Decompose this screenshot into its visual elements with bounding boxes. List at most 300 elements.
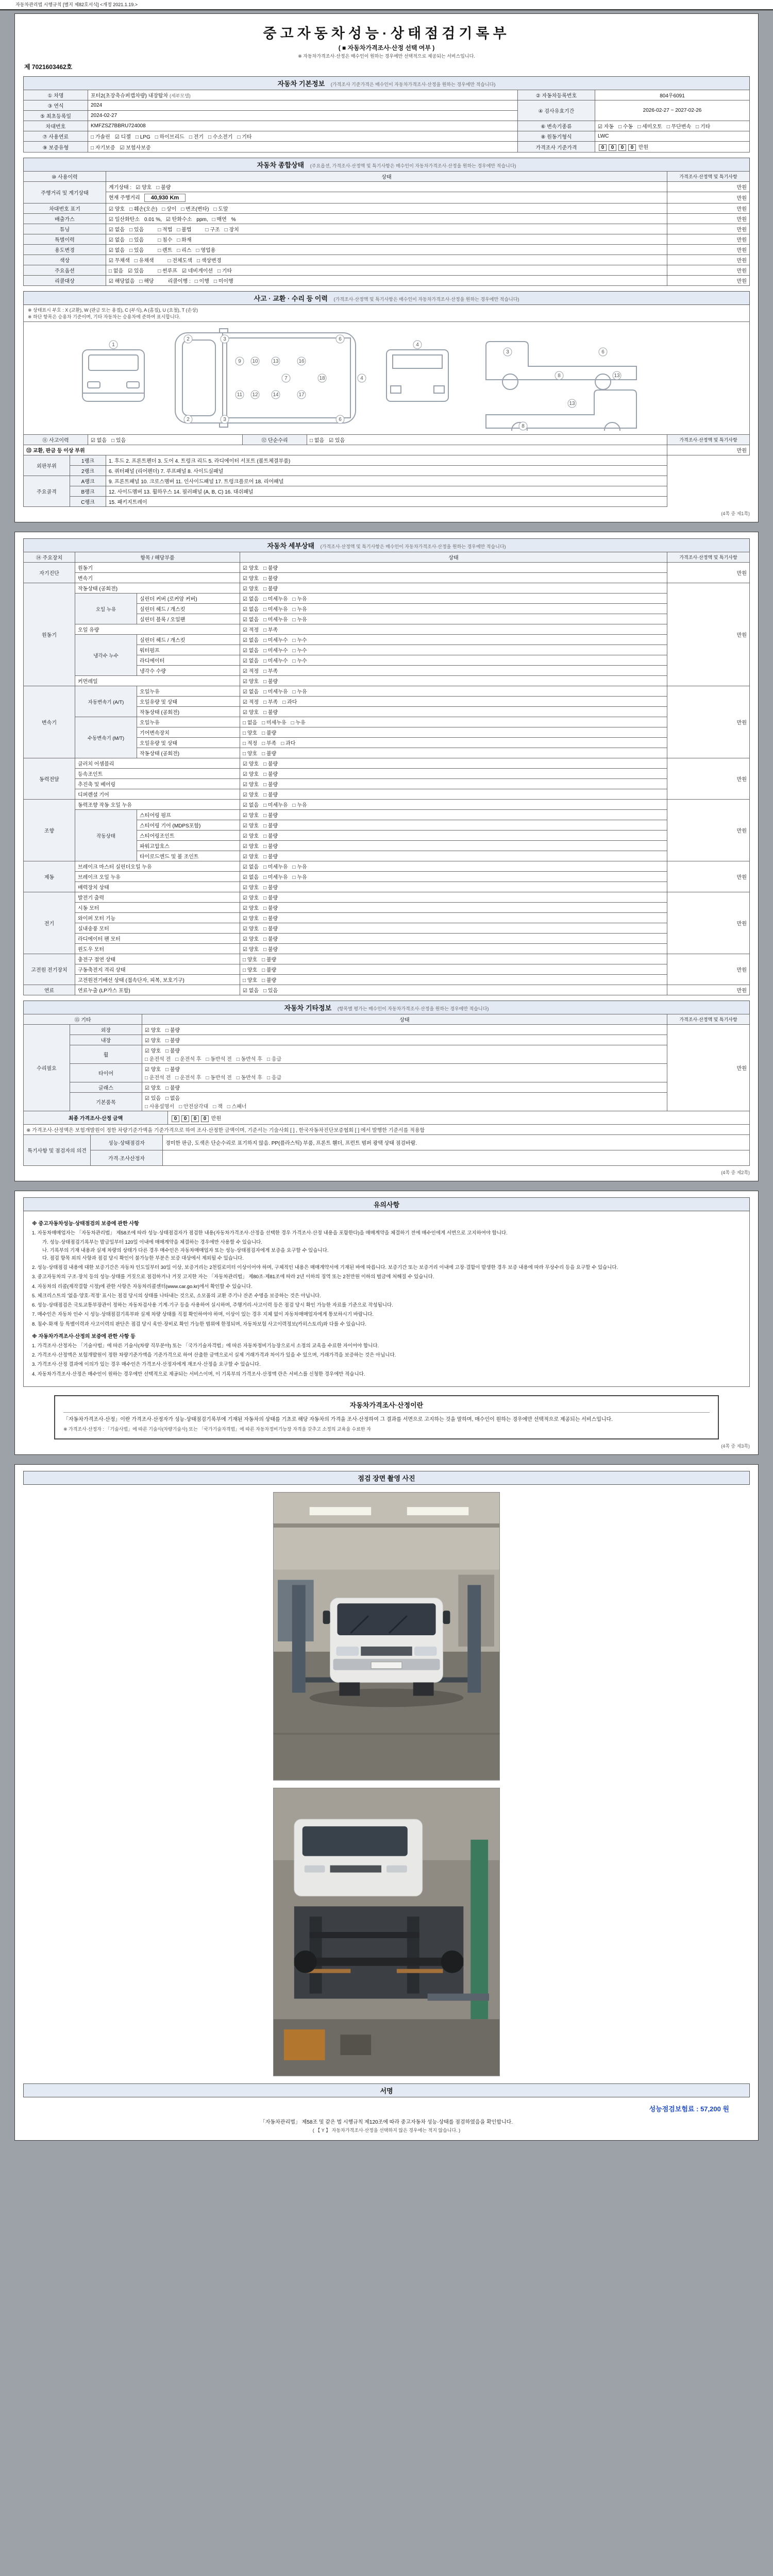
svg-text:18: 18 [319,376,325,381]
notice-item: 2. 성능·상태점검 내용에 대한 보증기간은 자동차 인도일부터 30일 이상, 보증거리는 2천킬로미터 이상이어야 하며, 구체적인 내용은 매매계약서에 기재된 바에 따릅니다. 보증기간 또는 보증거리 이내에 고장·결함이 발생한 경우 보증 내용에 따라 무상수리 등을 요구할 수 있습니다. [32,1265,618,1270]
price-digit-box: 0 [181,1115,189,1122]
mileage-value-box: 40,930 Km [144,194,186,202]
state-cell [106,245,667,255]
state-cell [240,913,667,923]
document-subtitle-note: ※ 자동차가격조사·산정은 매수인이 원하는 경우에만 선택적으로 제공되는 서비스입니다. [298,54,475,59]
checkbox-option[interactable]: ☑ 양호 [243,679,259,685]
checkbox-option[interactable]: □ 동반석 전 [206,1075,232,1081]
svg-text:13: 13 [569,401,575,406]
svg-text:10: 10 [252,359,258,364]
checkbox-option[interactable]: □ 불량 [263,854,278,860]
notice-item: 5. 체크리스트의 '없음·양호·적정' 표시는 점검 당시의 상태를 나타내는 것으로, 소모품의 교환 주기나 잔존 수명을 보증하는 것은 아닙니다. [32,1293,321,1299]
rank-row [24,486,750,497]
state-cell [240,635,667,645]
opinion-inspector-label: 성능·상태점검자 [91,1135,163,1150]
checkbox-option[interactable]: □ 불량 [263,566,278,571]
state-cell [240,820,667,831]
checkbox-option[interactable]: □ 영업용 [196,248,216,253]
checkbox-option[interactable]: ☑ 있음 [128,268,144,274]
checkbox-option[interactable]: □ 부족 [263,669,278,674]
checkbox-option[interactable]: ☑ 양호 [243,813,259,819]
checkbox-option[interactable]: □ 동반석 전 [206,1057,232,1062]
state-cell [240,882,667,892]
section-comprehensive-note: (주요옵션, 가격조사·산정액 및 특기사항은 매수인이 자동차가격조사·산정을 원하는 경우에만 적습니다) [310,163,516,168]
checkbox-option[interactable]: □ 불량 [263,885,278,891]
checkbox-option[interactable]: ☑ 일산화탄소 [109,217,140,223]
checkbox-option[interactable]: □ 누유 [292,617,307,623]
basic-info-table [23,90,750,152]
price-cell: 만원 [667,758,750,800]
state-cell [240,604,667,614]
price-cell: 만원 [667,276,750,286]
checkbox-option[interactable]: ☑ 없음 [243,803,259,808]
item-label: 작동상태 (공회전) [137,707,240,717]
checkbox-option[interactable]: □ 있음 [129,227,144,233]
checkbox-option[interactable]: ☑ 양호 [145,1038,161,1044]
transmission-label: ⑥ 변속기종류 [518,121,595,131]
comprehensive-row [24,214,750,224]
checkbox-option[interactable]: ☑ 탄화수소 [165,217,192,223]
checkbox-option[interactable]: □ LPG [135,134,150,140]
misc-row [24,1064,750,1082]
checkbox-option[interactable]: ☑ 있음 [145,1096,161,1101]
misc-header-row [24,1014,750,1025]
checkbox-option[interactable]: □ 운전석 후 [175,1075,201,1081]
state-cell [240,841,667,851]
notices-body [23,1211,750,1387]
checkbox-option[interactable]: □ 불량 [165,1048,180,1054]
checkbox-option[interactable]: ☑ 양호 [145,1086,161,1091]
checkbox-option[interactable]: ☑ 없음 [243,658,259,664]
checkbox-option[interactable]: □ 불량 [263,761,278,767]
checkbox-option[interactable]: □ 불량 [262,957,277,963]
checkbox-option[interactable]: □ 해당 [139,279,154,284]
checkbox-option[interactable]: □ 전체도색 [167,258,193,264]
checkbox-option[interactable]: □ 누수 [292,648,307,654]
checkbox-option[interactable]: □ 불량 [263,586,278,592]
state-cell [240,861,667,872]
checkbox-option[interactable]: □ 변조(변타) [181,207,209,212]
item-label: 와이퍼 모터 기능 [75,913,240,923]
misc-item-label: 외장 [70,1025,142,1035]
state-cell [240,573,667,583]
checkbox-option[interactable]: □ 색상변경 [197,258,222,264]
checkbox-option[interactable]: ☑ 있음 [329,438,345,444]
outer-panel-label: 외판부위 [24,455,70,476]
checkbox-option[interactable]: ☑ 양호 [243,566,259,571]
detail-row [24,964,750,975]
notice-item: 6. 성능·상태점검은 국토교통부장관이 정하는 자동차검사용 기계·기구 등을 사용하여 실시하며, 주행거리·사고이력 등은 점검 당시 확인 가능한 자료를 기준으로 작성됩니다. [32,1302,393,1308]
checkbox-option[interactable]: □ 불량 [263,792,278,798]
comprehensive-row [24,234,750,245]
checkbox-option[interactable]: □ 전기 [189,134,204,140]
checkbox-option[interactable]: □ 불량 [262,731,277,736]
checkbox-option[interactable]: □ 불량 [263,895,278,901]
checkbox-option[interactable]: □ 불량 [165,1086,180,1091]
section-accident-title: 사고 · 교환 · 수리 등 이력 [254,295,328,302]
checkbox-option[interactable]: ☑ 양호 [145,1067,161,1073]
checkbox-option[interactable]: ☑ 양호 [243,761,259,767]
item-label: 스티어링 기어 (MDPS포함) [137,820,240,831]
checkbox-option[interactable]: □ 있음 [111,438,126,444]
checkbox-option[interactable]: □ 불량 [262,968,277,973]
state-cell [240,923,667,934]
checkbox-option[interactable]: □ 미세누유 [263,803,288,808]
checkbox-option[interactable]: ☑ 양호 [243,947,259,953]
checkbox-option[interactable]: □ 적법 [158,227,173,233]
checkbox-option[interactable]: □ 있음 [263,988,278,994]
basic-row-name [24,90,750,100]
checkbox-option[interactable]: □ 가솔린 [91,134,110,140]
reg-no-label: ② 자동차등록번호 [518,90,595,100]
checkbox-option[interactable]: □ 누유 [292,875,307,880]
checkbox-option[interactable]: □ 미세누유 [263,865,288,870]
checkbox-option[interactable]: □ 미세누유 [263,689,288,695]
checkbox-option[interactable]: ☑ 양호 [243,926,259,932]
checkbox-option[interactable]: □ 사용설명서 [145,1104,175,1110]
item-label: 브레이크 마스터 실린더오일 누유 [75,861,240,872]
device-name: 변속기 [24,686,75,758]
comprehensive-header-row [24,172,750,182]
checkbox-option[interactable]: ☑ 양호 [243,937,259,942]
checkbox-option[interactable]: □ 렌트 [158,248,173,253]
base-price-unit: 만원 [638,145,649,150]
state-cell [106,276,667,286]
checkbox-option[interactable]: ☑ 양호 [243,586,259,592]
checkbox-option[interactable]: □ 유채색 [134,258,154,264]
checkbox-option[interactable]: □ 미세누수 [263,648,288,654]
checkbox-option[interactable]: ☑ 없음 [243,988,259,994]
checkbox-option[interactable]: ☑ 양호 [243,844,259,850]
checkbox-option[interactable]: □ 불량 [263,926,278,932]
checkbox-option[interactable]: □ 미세누유 [263,607,288,613]
checkbox-option[interactable]: □ 장치 [224,227,239,233]
checkbox-option[interactable]: ☑ 양호 [145,1028,161,1033]
checkbox-option[interactable]: □ 수소전기 [208,134,233,140]
notice-sub-item: 나. 기록부의 기재 내용과 실제 차량의 상태가 다른 경우 매수인은 자동차매매업자 또는 성능·상태점검자에게 보증을 요구할 수 있습니다. [42,1247,329,1253]
checkbox-option[interactable]: □ 누유 [292,689,307,695]
price-cell: 만원 [667,583,750,686]
checkbox-option[interactable]: ☑ 적정 [243,628,259,633]
checkbox-option[interactable]: ☑ 양호 [243,782,259,788]
checkbox-option[interactable]: □ 상이 [162,207,177,212]
checkbox-option[interactable]: □ 불법 [177,227,192,233]
checkbox-option[interactable]: □ 미세누유 [262,720,287,726]
state-cell [240,563,667,573]
checkbox-option[interactable]: ☑ 양호 [243,576,259,582]
checkbox-option[interactable]: ☑ 없음 [243,875,259,880]
checkbox-option[interactable]: ☑ 없음 [109,227,125,233]
section-basic-band [23,76,750,90]
checkbox-option[interactable]: □ 불량 [263,937,278,942]
checkbox-option[interactable]: □ 있음 [129,238,144,243]
checkbox-option[interactable]: □ 불량 [263,844,278,850]
rank-label: B랭크 [70,486,106,497]
item-label: 실린더 커버 (로커암 커버) [137,594,240,604]
checkbox-option[interactable]: □ 부족 [263,628,278,633]
vehicle-name-value: 포터2(초장축슈퍼캡차량) 내장탑차 [91,93,169,99]
state-cell [106,265,667,276]
subgroup-label: 작동상태 [75,810,137,861]
checkbox-option[interactable]: ☑ 양호 [243,792,259,798]
col-price: 가격조사·산정액 및 특기사항 [667,552,750,563]
comprehensive-row [24,204,750,214]
checkbox-option[interactable]: □ 없음 [243,720,258,726]
checkbox-option[interactable]: □ 없음 [165,1096,180,1101]
checkbox-option[interactable]: ☑ 없음 [243,689,259,695]
state-cell [240,717,667,727]
item-label: 추진축 및 베어링 [75,779,240,789]
price-cell: 만원 [667,234,750,245]
price-cell: 만원 [667,563,750,583]
price-cell: 만원 [667,224,750,234]
checkbox-option[interactable]: □ 안전삼각대 [179,1104,209,1110]
checkbox-option[interactable]: ☑ 없음 [243,638,259,643]
checkbox-option[interactable]: □ 과다 [282,700,297,705]
price-digit-box: 0 [599,144,607,151]
checkbox-option[interactable]: ☑ 양호 [243,906,259,911]
checkbox-option[interactable]: □ 양호 [243,751,258,757]
checkbox-option[interactable]: □ 하이브리드 [155,134,184,140]
checkbox-option[interactable]: ☑ 네비게이션 [182,268,213,274]
svg-text:3: 3 [223,336,226,342]
misc-row [24,1082,750,1093]
checkbox-option[interactable]: ☑ 없음 [243,607,259,613]
item-label: 커먼레일 [75,676,240,686]
checkbox-option[interactable]: ☑ 디젤 [114,134,131,140]
fuel-options [88,131,518,142]
notice-item: 7. 매수인은 자동차 인수 시 성능·상태점검기록부와 실제 차량 상태를 직접 확인하여야 하며, 이상이 있는 경우 지체 없이 자동차매매업자에게 통보하시기 바랍니다. [32,1312,374,1318]
checkbox-option[interactable]: □ 수동 [618,124,633,130]
svg-text:11: 11 [237,392,243,398]
checkbox-option[interactable]: □ 침수 [158,238,173,243]
checkbox-option[interactable]: □ 리스 [177,248,192,253]
opinion-inspector-text: 경미한 판금, 도색은 단순수리로 표기하지 않음. PP(플라스틱) 부품, 프론트 휀더, 프런트 범퍼 광택 상태 점검바람. [163,1135,750,1150]
checkbox-option[interactable]: □ 스패너 [227,1104,247,1110]
checkbox-option[interactable]: ☑ 없음 [91,438,107,444]
item-label: 원동기 [75,563,240,573]
checkbox-option[interactable]: □ 훼손(오손) [129,207,158,212]
checkbox-option[interactable]: □ 불량 [263,947,278,953]
checkbox-option[interactable]: □ 누유 [292,865,307,870]
checkbox-option[interactable]: □ 불량 [263,834,278,839]
checkbox-option[interactable]: □ 미세누수 [263,638,288,643]
rank-rows-body [24,455,750,507]
checkbox-option[interactable]: □ 매연 [212,217,227,223]
checkbox-option[interactable]: □ 미세누유 [263,617,288,623]
checkbox-option[interactable]: □ 누유 [291,720,306,726]
checkbox-option[interactable]: □ 양호 [243,978,258,984]
checkbox-option[interactable]: □ 불량 [156,185,171,191]
checkbox-option[interactable]: ☑ 없음 [109,238,125,243]
signature-statement: 「자동차관리법」 제58조 및 같은 법 시행규칙 제120조에 따라 중고자동차 성능·상태를 점검하였음을 확인합니다. [260,2119,513,2125]
checkbox-option[interactable]: □ 누유 [292,607,307,613]
svg-text:16: 16 [298,359,305,364]
misc-row [24,1035,750,1045]
checkbox-option[interactable]: ☑ 무채색 [109,258,130,264]
accident-legend [23,305,750,322]
checkbox-option[interactable]: □ 양호 [243,957,258,963]
checkbox-option[interactable]: ☑ 양호 [243,823,259,829]
checkbox-option[interactable]: ☑ 양호 [243,916,259,922]
first-reg-value: 2024-02-27 [88,111,518,121]
checkbox-option[interactable]: □ 미세누수 [263,658,288,664]
detail-row [24,789,750,800]
checkbox-option[interactable]: ☑ 양호 [243,772,259,777]
misc-row [24,1045,750,1064]
checkbox-option[interactable]: □ 누수 [292,658,307,664]
opinion-appraiser-label: 가격·조사산정자 [91,1150,163,1166]
checkbox-option[interactable]: □ 누수 [292,638,307,643]
state-cell [106,234,667,245]
item-label: 스티어링 펌프 [137,810,240,820]
photos-band [23,1471,750,1485]
checkbox-option[interactable]: □ 양호 [243,731,258,736]
checkbox-option[interactable]: □ 동반석 후 [236,1057,262,1062]
checkbox-option[interactable]: ☑ 양호 [145,1048,161,1054]
item-label: 디퍼렌셜 기어 [75,789,240,800]
state-cell [240,666,667,676]
history-label: 배출가스 [24,214,106,224]
checkbox-option[interactable]: □ 불량 [165,1038,180,1044]
checkbox-option[interactable]: □ 불량 [165,1028,180,1033]
checkbox-option[interactable]: ☑ 없음 [243,865,259,870]
item-label: 배력장치 상태 [75,882,240,892]
photos-title: 점검 장면 촬영 사진 [358,1474,415,1482]
section-misc-note: (항목별 평가는 매수인이 자동차가격조사·산정을 원하는 경우에만 적습니다) [337,1006,489,1011]
checkbox-option[interactable]: ☑ 보험사보증 [120,145,151,151]
checkbox-option[interactable]: ☑ 해당없음 [109,279,135,284]
checkbox-option[interactable]: □ 응급 [267,1075,282,1081]
section-misc-band [23,1001,750,1014]
checkbox-option[interactable]: □ 누유 [292,803,307,808]
checkbox-option[interactable]: □ 도말 [213,207,228,212]
checkbox-option[interactable]: ☑ 없음 [243,648,259,654]
checkbox-option[interactable]: □ 불량 [263,576,278,582]
checkbox-option[interactable]: □ 기타 [237,134,252,140]
checkbox-option[interactable]: □ 미이행 [213,279,233,284]
history-label: 차대번호 표기 [24,204,106,214]
item-label: 고전원전기배선 상태 (접속단자, 피복, 보호기구) [75,975,240,985]
checkbox-option[interactable]: □ 자기보증 [91,145,115,151]
detail-row [24,913,750,923]
checkbox-option[interactable]: □ 부족 [263,700,278,705]
checkbox-option[interactable]: □ 화재 [177,238,192,243]
opinion-label: 특기사항 및 점검자의 의견 [24,1135,91,1166]
checkbox-option[interactable]: □ 운전석 전 [145,1075,171,1081]
checkbox-option[interactable]: □ 미세누유 [263,875,288,880]
checkbox-option[interactable]: □ 기타 [217,268,232,274]
checkbox-option[interactable]: ☑ 양호 [243,895,259,901]
item-label: 스티어링조인트 [137,831,240,841]
checkbox-option[interactable]: □ 불량 [263,710,278,716]
svg-text:9: 9 [238,359,241,364]
checkbox-option[interactable]: □ 있음 [129,248,144,253]
section-detail-title: 자동차 세부상태 [267,542,315,550]
checkbox-option[interactable]: □ 무단변속 [666,124,692,130]
checkbox-option[interactable]: □ 미세누유 [263,597,288,602]
svg-text:8: 8 [522,423,525,429]
inspection-photo-underbody [273,1788,500,2076]
final-price-row [24,1111,750,1125]
page-photos [14,1464,759,2141]
basic-row-fuel [24,131,750,142]
detail-row [24,779,750,789]
checkbox-option[interactable]: □ 불량 [263,823,278,829]
checkbox-option[interactable]: □ 누유 [292,597,307,602]
opinion-appraiser-text [163,1150,750,1166]
opinion-row-appraiser [24,1150,750,1166]
checkbox-option[interactable]: ☑ 없음 [243,617,259,623]
checkbox-option[interactable]: □ 불량 [165,1067,180,1073]
checkbox-option[interactable]: □ 불량 [263,679,278,685]
svg-text:6: 6 [601,349,604,355]
rank-label: C랭크 [70,497,106,507]
checkbox-option[interactable]: ☑ 없음 [243,597,259,602]
checkbox-option[interactable]: □ 썬루프 [158,268,178,274]
checkbox-option[interactable]: □ 운전석 후 [175,1057,201,1062]
checkbox-option[interactable]: □ 적정 [243,741,258,747]
checkbox-option[interactable]: ☑ 양호 [109,207,125,212]
item-label: 시동 모터 [75,903,240,913]
checkbox-option[interactable]: ☑ 양호 [243,710,259,716]
checkbox-option[interactable]: □ 동반석 후 [236,1075,262,1081]
checkbox-option[interactable]: □ 불량 [262,751,277,757]
checkbox-option[interactable]: □ 과다 [281,741,296,747]
form-reference: 자동차관리법 시행규칙 [별지 제82호서식] <개정 2021.1.19.> [15,2,138,7]
checkbox-option[interactable]: □ 없음 [109,268,124,274]
checkbox-option[interactable]: □ 양호 [243,968,258,973]
checkbox-option[interactable]: □ 세미오토 [637,124,662,130]
checkbox-option[interactable]: □ 불량 [263,782,278,788]
checkbox-option[interactable]: □ 응급 [267,1057,282,1062]
insurance-fee-value: 57,200 원 [700,2105,729,2113]
checkbox-option[interactable]: ☑ 양호 [243,854,259,860]
misc-item-label: 글래스 [70,1082,142,1093]
checkbox-option[interactable]: ☑ 적정 [243,669,259,674]
checkbox-option[interactable]: □ 운전석 전 [145,1057,171,1062]
checkbox-option[interactable]: ☑ 적정 [243,700,259,705]
checkbox-option[interactable]: □ 기타 [696,124,711,130]
detail-row [24,563,750,573]
price-digit-box: 0 [628,144,636,151]
checkbox-option[interactable]: □ 없음 [310,438,325,444]
submodel-label: (세부모델) [170,93,191,98]
price-cell: 만원 [667,686,750,758]
checkbox-option[interactable]: ☑ 양호 [136,185,152,191]
checkbox-option[interactable]: □ 불량 [263,916,278,922]
svg-text:13: 13 [273,359,279,364]
notice-item: 3. 중고자동차의 구조·장치 등의 성능·상태를 거짓으로 점검하거나 거짓 고지한 자는 「자동차관리법」 제80조·제81조에 따라 2년 이하의 징역 또는 2천만원 이하의 벌금에 처해질 수 있습니다. [32,1274,434,1280]
checkbox-option[interactable]: □ 구조 [205,227,220,233]
checkbox-option[interactable]: ☑ 자동 [598,124,614,130]
extra-options [145,1102,664,1110]
checkbox-option[interactable]: ☑ 양호 [243,834,259,839]
exchange-label: ⑬ 교환, 판금 등 이상 부위 [24,445,667,455]
notice-item: 1. 자동차매매업자는 「자동차관리법」 제58조에 따라 성능·상태점검자가 점검한 내용(자동차가격조사·산정을 선택한 경우 가격조사·산정 내용을 포함한다)을 매매계약을 체결하기 전에 매수인에게 서면으로 고지하여야 합니다. [32,1230,508,1236]
checkbox-option[interactable]: □ 잭 [213,1104,223,1110]
price-cell: 만원 [667,255,750,265]
checkbox-option[interactable]: □ 부족 [262,741,277,747]
checkbox-option[interactable]: □ 불량 [263,772,278,777]
checkbox-option[interactable]: ☑ 없음 [109,248,125,253]
checkbox-option[interactable]: □ 불량 [263,906,278,911]
detail-row [24,686,750,697]
checkbox-option[interactable]: □ 불량 [262,978,277,984]
checkbox-option[interactable]: □ 이행 [194,279,209,284]
checkbox-option[interactable]: □ 불량 [263,813,278,819]
checkbox-option[interactable]: ☑ 양호 [243,885,259,891]
